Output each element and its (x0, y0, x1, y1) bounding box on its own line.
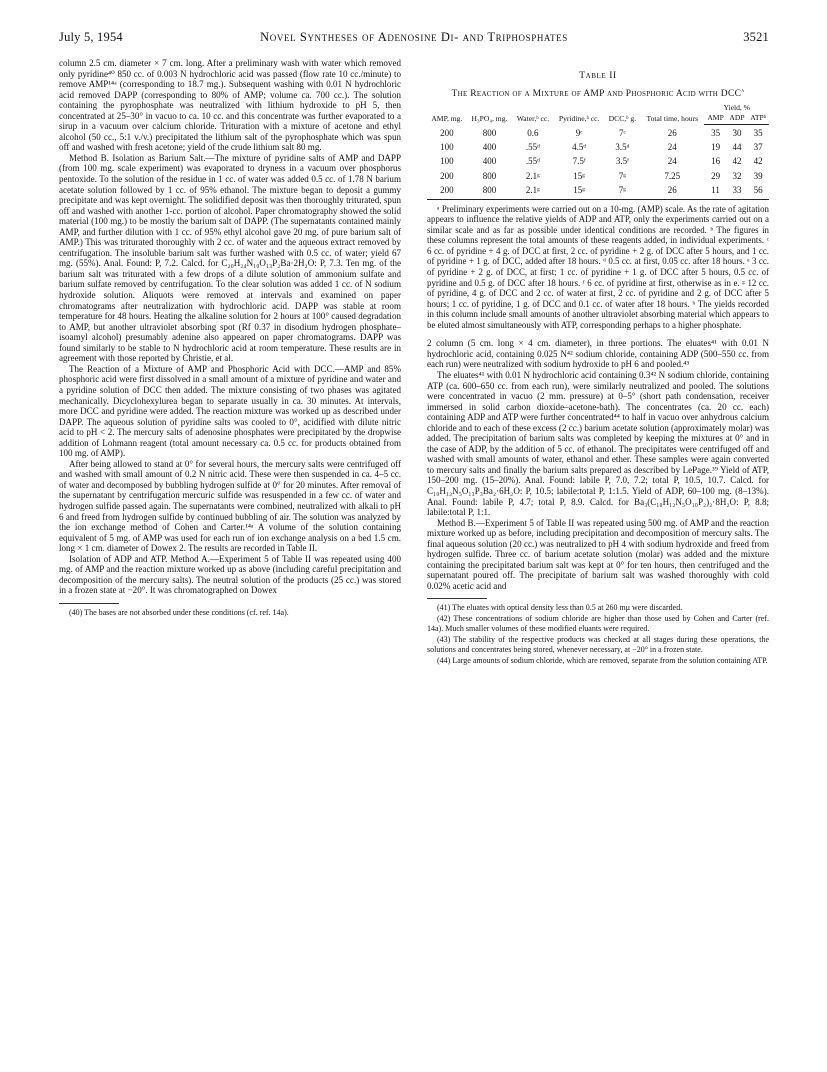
paragraph-dapp-isolation-cont: column 2.5 cm. diameter × 7 cm. long. After a preliminary wash with water which removed only pyridine⁴⁰ 850 cc. of 0.003 N hydrochloric acid was passed (flow rate 10 cc./minute) to remove AMP¹⁴ᵃ (corresponding to 18.7 mg.). Subsequent washing with 0.01 N hydrochloric acid removed DAPP (corresponding to 80% of AMP; volume ca. 700 cc.). The solution containing the pyrophosphate was neutralized with lithium hydroxide to pH 5, then concentrated at 25–30° in vacuo to ca. 10 cc. and this concentrate was further evaporated to a sirup in a vacuum over calcium chloride. Trituration with a mixture of acetone and ethyl alcohol (50 cc., 5:1 v./v.) precipitated the lithium salt of the pyrophosphate which was spun off and washed with fresh acetone; yield of the crude lithium salt 80 mg. (59, 58, 401, 153)
page-number: 3521 (743, 30, 769, 44)
table-title: The Reaction of a Mixture of AMP and Phosphoric Acid with DCC$^a$ (451, 87, 745, 99)
left-footnotes (59, 608, 401, 618)
table-cell: 3.5ᶠ (615, 156, 629, 167)
footnote-44: (44) Large amounts of sodium chloride, which are removed, separate from the solution containing ATP. (437, 656, 768, 666)
table-cell: 3.5ᵈ (615, 142, 630, 153)
table-cell: 7.25 (664, 170, 681, 181)
table-row (427, 169, 769, 183)
left-column (59, 58, 401, 619)
table-cell: 800 (467, 183, 513, 199)
table-cell: 200 (440, 170, 454, 181)
table-cell: 200 (427, 183, 467, 199)
table-cell: 30 (732, 128, 742, 138)
footnote-41: (41) The eluates with optical density less than 0.5 at 260 mμ were discarded. (437, 603, 683, 613)
paragraph-atp-eluates: The eluates⁴¹ with 0.01 N hydrochloric acid containing 0.3⁴² N sodium chloride, containing ATP (ca. 600–650 cc. from each run), were similarly neutralized and pooled. The solutions were concentrated in vacuo (2 mm. pressure) at 0–5° (short path condensation, receiver immersed in solid carbon dioxide–acetone-bath). The concentrates (ca. 20 cc. each) containing ADP and ATP were further concentrated⁴⁴ to half in vacuo over anhydrous calcium chloride and to each of these excess (2 cc.) barium acetate solution (approximately molar) was added. The precipitation of barium salts was completed by keeping the mixtures at 0° and in the case of ADP, by the addition of 5 cc. of ethanol. The precipitates were centrifuged off and washed with small amounts of water, ethanol and ether. These samples were again converted to mercury salts and finally the barium salts prepared as described by LePage.³⁹ Yield of ATP, 150–200 mg. (15–20%). Anal. Found: labile P, 7.0, 7.2; total P, 10.5, 10.7. Calcd. for C₁₀H₁₂N₅O₁₃P₃Ba₂·6H₂O: P, 10.5; labile:total P, 1:1.5. Yield of ADP, 60–100 mg. (8–13%). Anal. Found: labile P, 4.7; total P, 8.9. Calcd. for Ba₃(C₁₀H₁₂N₅O₁₀P₂)₂·8H₂O: P, 8.8; labile:total P, 1:1. (427, 369, 769, 518)
paragraph-isolation-adp-atp: Isolation of ADP and ATP. Method A.—Experiment 5 of Table II was repeated using 400 mg. of AMP and the reaction mixture worked up as above (including careful precipitation and decomposition of the mercury salts). The neutral solution of the products (25 cc.) was stored in a frozen state at −20°. It was chromatographed on Dowex (59, 553, 401, 596)
paragraph-adp-eluates: 2 column (5 cm. long × 4 cm. diameter), in three portions. The eluates⁴¹ with 0.01 N hydrochloric acid, containing 0.025 N⁴² sodium chloride, containing ADP (500–550 cc. from each run) were neutralized with sodium hydroxide to pH 6 and pooled.⁴³ (427, 338, 769, 370)
col-header-yield-amp: AMP (704, 114, 726, 125)
running-head (59, 30, 769, 48)
table-cell: 7ᶜ (618, 127, 626, 138)
table-row (427, 125, 769, 141)
table-cell: 800 (482, 170, 497, 181)
paragraph-method-b-barium: Method B. Isolation as Barium Salt.—The mixture of pyridine salts of AMP and DAPP (from 100 mg. scale experiment) was evaporated to dryness in a vacuum over phosphorus pentoxide. To the solution of the residue in 1 cc. of water was added 0.5 cc. of 1.78 N barium acetate solution followed by 1 cc. of 95% ethanol. The mixture began to deposit a gummy precipitate and was kept overnight. The solidified deposit was then thoroughly triturated, spun off and washed with another 1-cc. portion of alcohol. Paper chromatography showed the solid material (100 mg.) to be mostly the barium salt of DAPP. (The supernatants contained mainly AMP, and further dilution with 1 cc. of 95% ethyl alcohol gave 20 mg. of pure barium salt of AMP.) This was triturated thoroughly with 2 cc. of water and the aqueous extract removed by centrifugation. The insoluble barium salt was further washed with 0.5 cc. of water; yield 67 mg. (55%). Anal. Found: P, 7.2. Calcd. for C₂₀H₂₄N₁₀O₁₃P₂Ba·2H₂O: P, 7.3. Ten mg. of the barium salt was triturated with a few drops of a dilute solution of ammonium sulfate and barium sulfate removed by centrifugation. To the clear solution was added 1 cc. of N sodium hydroxide solution. Aliquots were removed at intervals and examined on paper chromatograms after neutralization with hydrochloric acid. DAPP was stable at room temperature for 48 hours. Heating the alkaline solution for 2 hours at 100° caused degradation to AMP, but another ultraviolet absorbing spot (Rf 0.37 in disodium hydrogen phosphate–isoamyl alcohol) presumably adenine also appeared on paper chromatograms. DAPP was found similarly to be stable to N hydrochloric acid at room temperature. These results are in agreement with those reported by Christie, et al. (59, 152, 401, 364)
table-row (427, 141, 769, 155)
table-cell: 24 (667, 142, 677, 153)
table-cell: 11 (704, 183, 726, 199)
reaction-table (427, 104, 769, 200)
footnote-43: (43) The stability of the respective products was checked at all stages during these operations, the solutions and concentrates being stored, whenever necessary, at −20° in a frozen state. (427, 635, 769, 655)
table-cell: 200 (440, 127, 454, 138)
table-cell: 9ᶜ (575, 127, 583, 138)
table-cell: 400 (482, 156, 497, 167)
table-cell: 56 (747, 183, 769, 199)
paragraph-amp-phosphoric-reaction: The Reaction of a Mixture of AMP and Phosphoric Acid with DCC.—AMP and 85% phosphoric acid were first dissolved in a small amount of a mixture of pyridine and water and a pyridine solution of DCC then added. The mixture consisting of two phases was agitated mechanically. Dicyclohexylurea began to separate usually in ca. 30 minutes. At intervals, more DCC and pyridine were added. The reaction mixture was worked up as described under DAPP. The aqueous solution of pyridine salts was cooled to 0°, acidified with dilute nitric acid to pH < 2. The mercury salts of adenosine phosphates were precipitated by the dropwise addition of Lohmann reagent (total amount necessary ca. 0.5 cc. for products obtained from 100 mg. of AMP). (59, 363, 401, 459)
table-row (427, 155, 769, 169)
table-row (427, 183, 769, 199)
paragraph-mercury-salts: After being allowed to stand at 0° for several hours, the mercury salts were centrifuged off and washed with small amount of 0.2 N nitric acid. These were then suspended in ca. 4–5 cc. of water and decomposed by bubbling hydrogen sulfide at 0° for 20 minutes. After removal of the supernatant by centrifugation mercuric sulfide was resuspended in a few cc. of water and hydrogen sulfide passed again. The supernatants were combined, neutralized with alkali to pH 6 and freed from hydrogen sulfide by continued bubbling of air. The solution was analyzed by the ion exchange method of Cohen and Carter.¹⁴ᵃ A volume of the solution containing equivalent of 5 mg. of AMP was used for each run of ion exchange analysis on a bed 1.5 cm. long × 1 cm. diameter of Dowex 2. The results are recorded in Table II. (59, 458, 401, 554)
col-header-yield-adp: ADP (727, 114, 748, 125)
table-cell: 15ᵍ (573, 170, 585, 181)
right-footnotes (427, 603, 769, 666)
table-cell: 26 (667, 127, 677, 138)
table-cell: 24 (667, 156, 677, 167)
table-cell: 2.1ᵍ (512, 183, 553, 199)
running-title: Novel Syntheses of Adenosine Di- and Triphosphates (260, 30, 568, 44)
table-cell: 35 (711, 128, 721, 138)
col-header-yield-group: Yield, % (723, 103, 751, 112)
col-header-water: Water,ᵇ cc. (516, 113, 550, 123)
table-cell: 2.1ᵍ (525, 170, 540, 181)
table-cell: 37 (753, 142, 763, 153)
footnote-40: (40) The bases are not absorbed under these conditions (cf. ref. 14a). (69, 607, 289, 617)
table-cell: 29 (711, 170, 721, 181)
table-cell: 7.5ᶠ (572, 156, 586, 167)
table-cell: 100 (440, 142, 454, 153)
table-cell: .55ᵈ (525, 142, 540, 153)
paragraph-method-b-adp-atp: Method B.—Experiment 5 of Table II was repeated using 500 mg. of AMP and the reaction mixture worked up as before, including precipitation and decomposition of mercury salts. The final aqueous solution (20 cc.) was neutralized to pH 4 with sodium hydroxide and freed from hydrogen sulfide. Three cc. of barium acetate solution (molar) was added and the mixture containing the precipitated barium salt was kept at 0° for ten hours, then centrifuged and the supernatant poured off. The precipitate of barium salt was washed thoroughly with cold 0.02% acetic acid and (427, 517, 769, 591)
table-cell: 0.6 (527, 127, 539, 138)
table-cell: 26 (640, 183, 704, 199)
table-cell: 100 (440, 156, 454, 167)
col-header-total-time: Total time, hours (646, 113, 699, 123)
table-footnotes: ᵃ Preliminary experiments were carried out on a 10-mg. (AMP) scale. As the rate of agitation appears to influence the relative yields of ADP and ATP, only the experiments carried out on a similar scale and as far as possible under identical conditions are recorded. ᵇ The figures in these columns represent the total amounts of these reagents added, in individual experiments. ᶜ 6 cc. of pyridine + 4 g. of DCC at first, 2 cc. of pyridine + 2 g. of DCC after 5 hours, and 1 cc. of pyridine + 1 g. of DCC, added after 18 hours. ᵈ 0.5 cc. at first, 0.05 cc. after 18 hours. ᵉ 3 cc. of pyridine + 2 g. of DCC, at first; 1 cc. of pyridine + 1 g. of DCC after 5 hours, 0.5 cc. of pyridine and 0.5 g. of DCC after 18 hours. ᶠ 6 cc. of pyridine at first, otherwise as in e. ᵍ 12 cc. of pyridine, 4 g. of DCC and 2 cc. of water at first, 2 cc. of pyridine and 2 g. of DCC after 5 hours; 1 cc. of pyridine, 1 g. of DCC and 0.1 cc. of water after 18 hours. ʰ The yields recorded in this column include small amounts of another ultraviolet absorbing material which appears to be eluted almost simultaneously with ATP, corresponding perhaps to a higher phosphate. (427, 203, 769, 330)
table-cell: 33 (727, 183, 748, 199)
table-cell: 15ᵍ (554, 183, 605, 199)
issue-date: July 5, 1954 (59, 30, 123, 44)
table-cell: 42 (732, 156, 742, 167)
table-cell: 19 (711, 142, 721, 153)
table-cell: 800 (482, 127, 497, 138)
table-cell: 42 (753, 156, 763, 167)
table-cell: 4.5ᵈ (572, 142, 587, 153)
table-cell: 35 (753, 128, 763, 138)
table-cell: 7ᵍ (605, 183, 640, 199)
table-number: Table II (579, 71, 617, 81)
col-header-yield-atp: ATPʰ (747, 114, 769, 125)
table-cell: 7ᵍ (618, 170, 626, 181)
table-cell: 44 (732, 142, 742, 153)
right-column (427, 70, 769, 667)
table-spacer (427, 330, 769, 338)
table-cell: 39 (753, 170, 763, 181)
table-cell: .55ᵈ (525, 156, 540, 167)
footnote-divider (59, 603, 119, 604)
table-cell: 16 (711, 156, 721, 167)
col-header-dcc: DCC,ᵇ g. (608, 113, 637, 123)
footnote-42: (42) These concentrations of sodium chloride are higher than those used by Cohen and Carter (ref. 14a). Much smaller volumes of these modified eluants were required. (427, 614, 769, 634)
table-cell: 400 (482, 142, 497, 153)
table-notes (427, 204, 769, 331)
col-header-amp: AMP, mg. (431, 113, 463, 123)
footnote-divider (427, 598, 487, 599)
col-header-pyridine: Pyridine,ᵇ cc. (558, 113, 600, 123)
table-caption (427, 70, 769, 100)
table-cell: 32 (732, 170, 742, 181)
col-header-h3po4: H₃PO₄, mg. (471, 113, 508, 123)
